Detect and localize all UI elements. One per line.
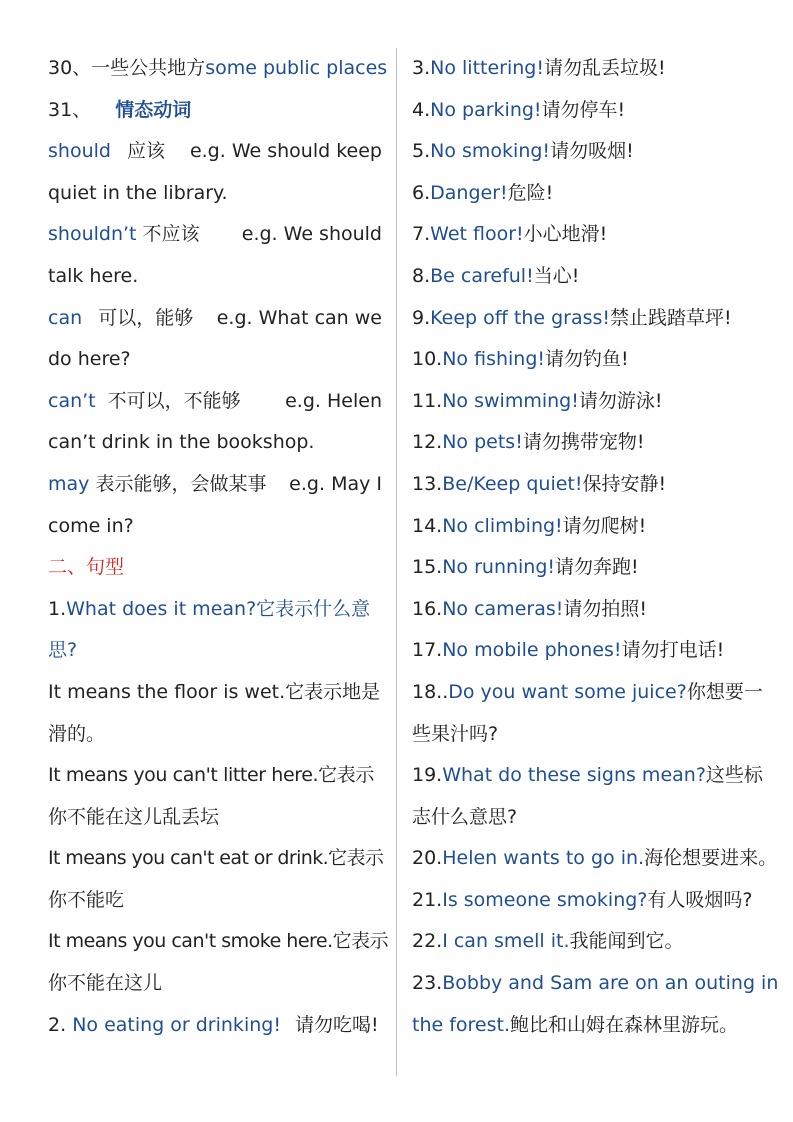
sign-number: 8. <box>412 264 431 287</box>
should-eg: e.g. <box>189 140 226 163</box>
can-row <box>48 298 382 340</box>
sign-english: I can smell it. <box>442 930 570 953</box>
sign-english: No fishing! <box>442 348 546 371</box>
shouldnt-example-cont: talk here. <box>48 264 139 287</box>
sign-english: No mobile phones! <box>442 639 622 662</box>
cant-word: can’t <box>48 389 96 412</box>
may-eg: e.g. <box>289 472 326 495</box>
sign-row <box>412 506 772 548</box>
sign-number: 23. <box>412 972 443 995</box>
meaning-3-zh: 它表示 <box>328 847 384 870</box>
sign-row <box>412 880 772 922</box>
sign-row <box>412 214 772 256</box>
shouldnt-example: We should <box>283 223 382 246</box>
shouldnt-eg: e.g. <box>241 223 278 246</box>
sign-chinese: 请勿停车! <box>541 98 626 121</box>
sign-row <box>412 256 772 298</box>
sign-number: 9. <box>412 306 431 329</box>
item-30 <box>48 48 388 90</box>
meaning-3 <box>48 838 382 880</box>
sign-number: 3. <box>412 57 431 79</box>
sign-chinese: 保持安静! <box>582 472 667 495</box>
meaning-2-en: It means you can't litter here. <box>48 764 319 787</box>
sign-chinese: 你想要一 <box>686 680 763 703</box>
sign-row <box>412 921 772 963</box>
sign-chinese: 请勿爬树! <box>562 514 647 537</box>
meaning-4-en: It means you can't smoke here. <box>48 930 333 953</box>
meaning-1-zh: 它表示地是 <box>285 680 381 703</box>
meaning-1-cont: 滑的。 <box>48 722 106 745</box>
sign-english: No climbing! <box>442 514 563 537</box>
sign-row <box>412 755 772 797</box>
sign-number: 19. <box>412 764 443 787</box>
sign-english: What do these signs mean? <box>442 764 706 787</box>
sign-chinese: 请勿奔跑! <box>555 556 639 579</box>
item-30-en: some public places <box>205 57 388 79</box>
sign-number: 16. <box>412 597 443 620</box>
meaning-2 <box>48 755 382 797</box>
sign-row <box>412 381 772 423</box>
meaning-3-cont: 你不能吃 <box>48 888 125 911</box>
sign-row <box>412 589 772 631</box>
sign-chinese: 请勿游泳! <box>578 389 663 412</box>
may-word: may <box>48 472 90 495</box>
sign-chinese: 有人吸烟吗? <box>647 888 753 911</box>
sign-chinese: 志什么意思? <box>412 805 518 828</box>
meaning-1 <box>48 672 382 714</box>
sign-number: 10. <box>412 348 443 371</box>
q1-row <box>48 589 382 631</box>
sign-number: 21. <box>412 888 443 911</box>
may-meaning: 表示能够，会做某事 <box>95 472 267 495</box>
meaning-4-cont: 你不能在这儿 <box>48 972 163 995</box>
sign-chinese: 鲍比和山姆在森林里游玩。 <box>510 1013 739 1036</box>
sign-english: No littering! <box>430 57 544 79</box>
may-row <box>48 464 382 506</box>
sign-chinese: 小心地滑! <box>523 223 608 246</box>
sign-english: No parking! <box>430 98 542 121</box>
sign-row <box>412 963 779 1005</box>
sign-chinese: 当心! <box>533 264 580 287</box>
sign-number: 7. <box>412 223 431 246</box>
left-column <box>48 48 389 1046</box>
can-example: What can we <box>258 306 382 329</box>
sign-row <box>412 131 772 173</box>
should-row <box>48 131 382 173</box>
may-example-cont: come in? <box>48 514 134 537</box>
cant-eg: e.g. <box>285 389 321 412</box>
sign-english: No swimming! <box>442 389 579 412</box>
can-eg: e.g. <box>216 306 253 329</box>
shouldnt-row <box>48 214 382 256</box>
sign-english: No cameras! <box>442 597 564 620</box>
q1-en: What does it mean? <box>66 597 257 620</box>
sign-english: the forest. <box>412 1013 511 1036</box>
item-31-num: 31、 <box>48 98 92 121</box>
should-word: should <box>48 140 111 163</box>
can-word: can <box>48 306 83 329</box>
sign-number: 20. <box>412 847 443 870</box>
sign-chinese: 我能闻到它。 <box>569 930 684 953</box>
sign-chinese: 禁止践踏草坪! <box>610 306 732 329</box>
sign-english: Be/Keep quiet! <box>442 472 583 495</box>
may-example: May I <box>331 472 382 495</box>
shouldnt-word: shouldn’t <box>48 223 137 246</box>
sign-chinese: 这些标 <box>705 764 763 787</box>
sign-english: Do you want some juice? <box>448 680 687 703</box>
sign-row <box>412 547 772 589</box>
sign-english: Wet floor! <box>430 223 524 246</box>
sign-number: 14. <box>412 514 443 537</box>
meaning-2-zh: 它表示 <box>318 764 374 787</box>
q1-num: 1. <box>48 597 67 620</box>
column-divider <box>396 48 397 1076</box>
sign-row <box>412 464 772 506</box>
sign-number: 5. <box>412 140 431 163</box>
modal-verbs-title: 情态动词 <box>115 98 192 121</box>
sign-chinese: 海伦想要进来。 <box>644 847 778 870</box>
sign-row <box>412 422 772 464</box>
sign-english: Helen wants to go in. <box>442 847 645 870</box>
item-30-zh: 30、一些公共地方 <box>48 57 206 79</box>
sign-number: 22. <box>412 930 443 953</box>
item-2-zh: 请勿吃喝! <box>294 1013 379 1036</box>
sign-row <box>412 1005 772 1047</box>
sign-row <box>412 298 772 340</box>
sign-number: 11. <box>412 389 443 412</box>
sign-row <box>412 838 778 880</box>
sign-chinese: 危险! <box>507 181 554 204</box>
sign-row <box>412 714 772 756</box>
sign-number: 12. <box>412 431 443 454</box>
item-2-en: No eating or drinking! <box>72 1013 281 1036</box>
sign-row <box>412 797 772 839</box>
sign-chinese: 些果汁吗? <box>412 722 499 745</box>
can-example-cont: do here? <box>48 348 131 371</box>
sign-english: Be careful! <box>430 264 534 287</box>
sign-row <box>412 48 772 90</box>
item-2-num: 2. <box>48 1013 67 1036</box>
sign-chinese: 请勿打电话! <box>621 639 725 662</box>
item-2 <box>48 1005 382 1047</box>
item-31 <box>48 90 382 132</box>
sign-number: 17. <box>412 639 443 662</box>
meaning-3-en: It means you can't eat or drink. <box>48 847 329 870</box>
sign-english: No running! <box>442 556 556 579</box>
sign-english: No pets! <box>442 431 523 454</box>
can-meaning: 可以，能够 <box>98 306 194 329</box>
should-example-cont: quiet in the library. <box>48 181 228 204</box>
cant-row <box>48 381 382 423</box>
sign-chinese: 请勿钓鱼! <box>545 348 629 371</box>
sign-row <box>412 672 772 714</box>
meaning-4 <box>48 921 389 963</box>
sign-row <box>412 339 772 381</box>
sign-english: No smoking! <box>430 140 551 163</box>
q1-zh: 它表示什么意 <box>256 597 371 620</box>
sign-row <box>412 173 772 215</box>
meaning-1-en: It means the floor is wet. <box>48 680 286 703</box>
sign-english: Danger! <box>430 181 508 204</box>
sign-row <box>412 630 772 672</box>
sign-english: Is someone smoking? <box>442 888 648 911</box>
sign-number: 13. <box>412 472 443 495</box>
sign-number: 18.. <box>412 680 449 703</box>
meaning-2-cont: 你不能在这儿乱丢坛 <box>48 805 220 828</box>
right-column <box>412 48 779 1046</box>
section-heading-sentence-patterns: 二、句型 <box>48 556 125 579</box>
meaning-4-zh: 它表示 <box>332 930 389 953</box>
sign-number: 6. <box>412 181 431 204</box>
shouldnt-meaning: 不应该 <box>142 223 200 246</box>
sign-number: 4. <box>412 98 431 121</box>
cant-example: Helen <box>327 389 382 412</box>
sign-chinese: 请勿吸烟! <box>550 140 634 163</box>
sign-chinese: 请勿拍照! <box>563 597 647 620</box>
sign-english: Keep off the grass! <box>430 306 611 329</box>
sign-number: 15. <box>412 556 443 579</box>
should-meaning: 应该 <box>127 140 166 163</box>
sign-english: Bobby and Sam are on an outing in <box>442 972 779 995</box>
q1-zh-cont: 思? <box>48 639 78 662</box>
should-example: We should keep <box>231 140 382 163</box>
cant-example-cont: can’t drink in the bookshop. <box>48 431 315 454</box>
sign-chinese: 请勿乱丢垃圾! <box>543 57 666 79</box>
cant-meaning: 不可以，不能够 <box>107 389 241 412</box>
sign-chinese: 请勿携带宠物! <box>522 431 645 454</box>
sign-row <box>412 90 772 132</box>
